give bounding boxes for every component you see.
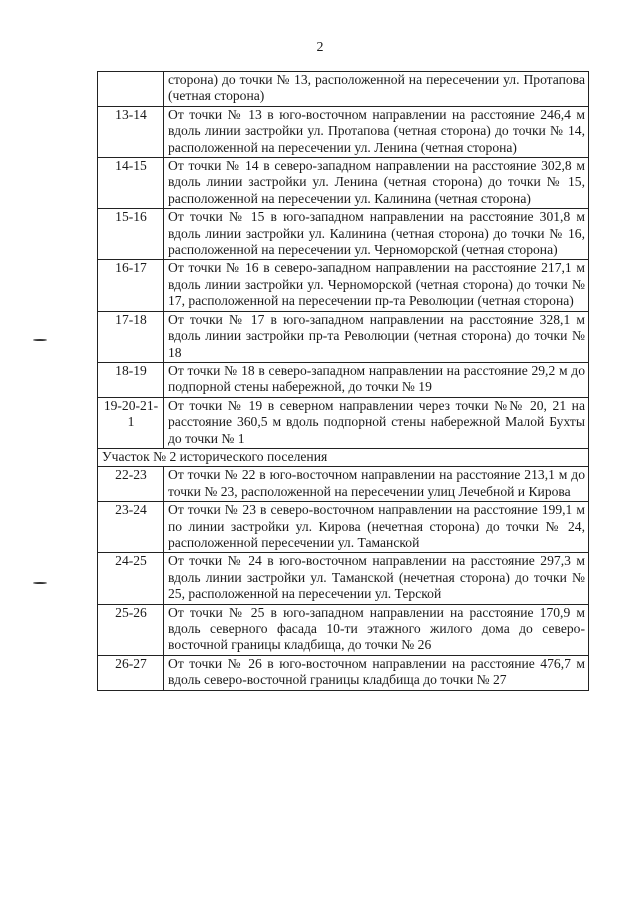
segment-cell: 24-25 (98, 553, 164, 604)
page-number: 2 (316, 40, 324, 55)
table-row (98, 655, 589, 690)
segment-cell: 15-16 (98, 209, 164, 260)
description-cell: сторона) до точки № 13, расположенной на пересечении ул. Протапова (четная сторона) (164, 72, 589, 107)
description-cell: От точки № 19 в северном направлении через точки №№ 20, 21 на расстояние 360,5 м вдоль подпорной стены набережной Малой Бухты до точки № 1 (164, 397, 589, 448)
description-cell: От точки № 14 в северо-западном направлении на расстояние 302,8 м вдоль линии застройки ул. Ленина (четная сторона) до точки № 15, расположенной на пересечении ул. Калинина (четная сторона) (164, 158, 589, 209)
table-row (98, 553, 589, 604)
segment-cell: 14-15 (98, 158, 164, 209)
segment-cell: 25-26 (98, 604, 164, 655)
segment-cell: 18-19 (98, 362, 164, 397)
segment-cell (98, 72, 164, 107)
description-cell: От точки № 24 в юго-восточном направлении на расстояние 297,3 м вдоль линии застройки ул. Таманской (нечетная сторона) до точки № 25, расположенной на пересечении ул. Терской (164, 553, 589, 604)
margin-mark (33, 339, 47, 341)
table-row (98, 397, 589, 448)
section-row (98, 448, 589, 466)
table-row (98, 362, 589, 397)
table-row (98, 467, 589, 502)
segment-cell: 23-24 (98, 502, 164, 553)
table-row (98, 106, 589, 157)
description-cell: От точки № 23 в северо-восточном направлении на расстояние 199,1 м по линии застройки ул. Кирова (нечетная сторона) до точки № 24, расположенной пересечении ул. Таманской (164, 502, 589, 553)
boundary-table-body (98, 72, 589, 691)
segment-cell: 26-27 (98, 655, 164, 690)
description-cell: От точки № 13 в юго-восточном направлении на расстояние 246,4 м вдоль линии застройки ул. Протапова (четная сторона) до точки № 14, расположенной на пересечении ул. Ленина (четная сторона) (164, 106, 589, 157)
description-cell: От точки № 17 в юго-западном направлении на расстояние 328,1 м вдоль линии застройки пр-та Революции (четная сторона) до точки № 18 (164, 311, 589, 362)
boundary-table (97, 71, 589, 691)
segment-cell: 13-14 (98, 106, 164, 157)
description-cell: От точки № 16 в северо-западном направлении на расстояние 217,1 м вдоль линии застройки ул. Черноморской (четная сторона) до точки № 17, расположенной на пересечении пр-та Революции (четная сторона) (164, 260, 589, 311)
description-cell: От точки № 15 в юго-западном направлении на расстояние 301,8 м вдоль линии застройки ул. Калинина (четная сторона) до точки № 16, расположенной на пересечении ул. Черноморской (четная сторона) (164, 209, 589, 260)
segment-cell: 16-17 (98, 260, 164, 311)
table-row (98, 311, 589, 362)
section-title: Участок № 2 исторического поселения (98, 448, 589, 466)
segment-cell: 19-20-21-1 (98, 397, 164, 448)
table-row (98, 604, 589, 655)
table-row (98, 209, 589, 260)
description-cell: От точки № 26 в юго-восточном направлении на расстояние 476,7 м вдоль северо-восточной границы кладбища до точки № 27 (164, 655, 589, 690)
segment-cell: 17-18 (98, 311, 164, 362)
table-row (98, 158, 589, 209)
description-cell: От точки № 25 в юго-западном направлении на расстояние 170,9 м вдоль северного фасада 10-ти этажного жилого дома до северо-восточной границы кладбища, до точки № 26 (164, 604, 589, 655)
segment-cell: 22-23 (98, 467, 164, 502)
table-row (98, 502, 589, 553)
description-cell: От точки № 22 в юго-восточном направлении на расстояние 213,1 м до точки № 23, расположенной на пересечении улиц Лечебной и Кирова (164, 467, 589, 502)
table-row (98, 72, 589, 107)
margin-mark (33, 582, 47, 584)
table-row (98, 260, 589, 311)
description-cell: От точки № 18 в северо-западном направлении на расстояние 29,2 м до подпорной стены набережной, до точки № 19 (164, 362, 589, 397)
